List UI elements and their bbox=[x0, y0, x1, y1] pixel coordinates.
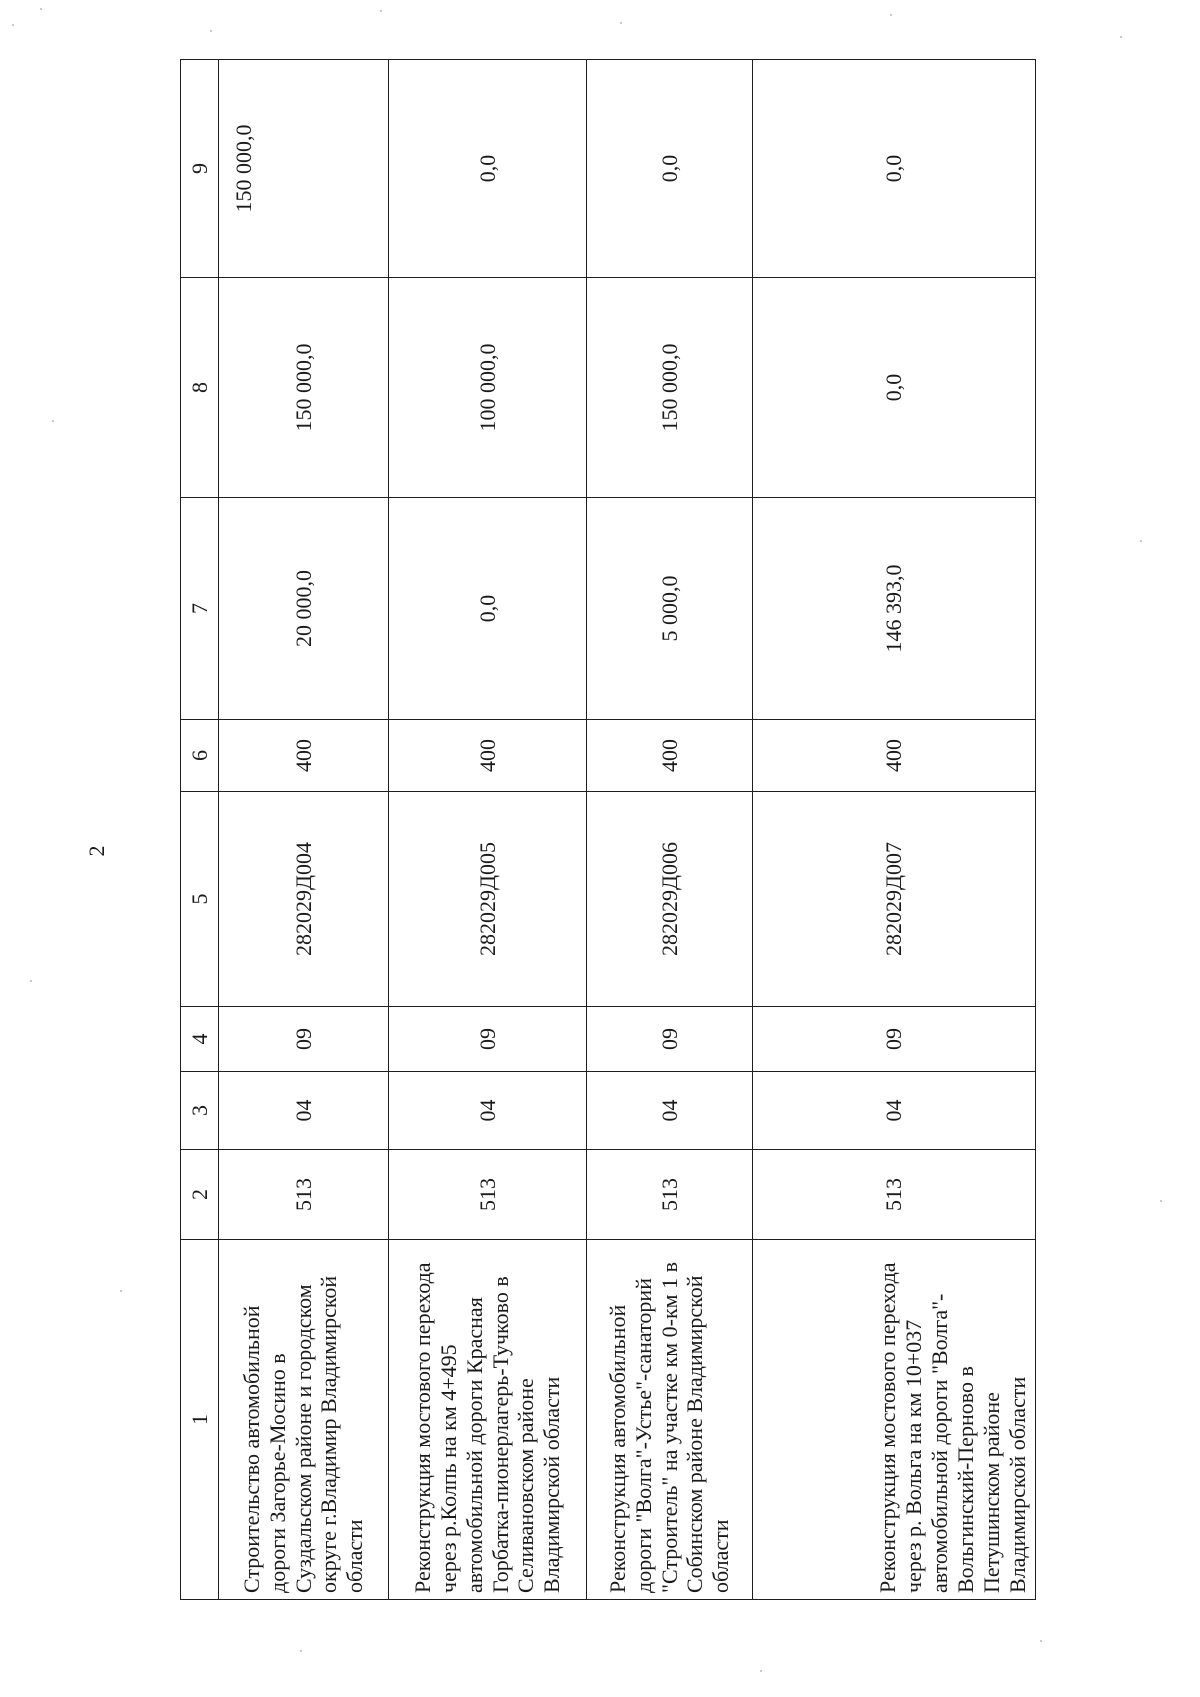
amount-cell-col7: 20 000,0 bbox=[219, 498, 389, 720]
rotated-table-wrapper bbox=[180, 60, 1035, 1600]
code-cell: 513 bbox=[753, 1150, 1036, 1240]
section-cell: 04 bbox=[587, 1072, 753, 1150]
page-number: 2 bbox=[84, 845, 109, 857]
target-article-cell: 282029Д004 bbox=[219, 792, 389, 1007]
scan-speck bbox=[1040, 1640, 1042, 1642]
amount-cell-col8: 0,0 bbox=[753, 278, 1036, 498]
section-cell: 04 bbox=[389, 1072, 587, 1150]
target-article-cell: 282029Д006 bbox=[587, 792, 753, 1007]
amount-cell-col9: 150 000,0 bbox=[219, 60, 389, 278]
amount-cell-col9: 0,0 bbox=[587, 60, 753, 278]
scan-speck bbox=[620, 22, 622, 24]
target-article-cell: 282029Д005 bbox=[389, 792, 587, 1007]
scan-speck bbox=[890, 14, 892, 16]
amount-cell-col7: 146 393,0 bbox=[753, 498, 1036, 720]
amount-cell-col7: 0,0 bbox=[389, 498, 587, 720]
table-row bbox=[587, 60, 753, 1600]
scan-speck bbox=[760, 1670, 762, 1672]
object-name-line: Горбатка-пионерлагерь-Тучково в bbox=[487, 1276, 513, 1593]
object-name-cell bbox=[219, 1240, 389, 1600]
amount-cell-col8: 150 000,0 bbox=[219, 278, 389, 498]
object-name-cell bbox=[753, 1240, 1036, 1600]
expense-type-cell: 400 bbox=[587, 720, 753, 792]
table-row bbox=[219, 60, 389, 1600]
section-cell: 04 bbox=[753, 1072, 1036, 1150]
scan-speck bbox=[300, 1650, 302, 1652]
amount-cell-col9: 0,0 bbox=[389, 60, 587, 278]
table-row bbox=[389, 60, 587, 1600]
code-cell: 513 bbox=[389, 1150, 587, 1240]
object-name-line: Владимирской области bbox=[539, 1376, 565, 1593]
code-cell: 513 bbox=[219, 1150, 389, 1240]
expense-type-cell: 400 bbox=[219, 720, 389, 792]
expense-type-cell: 400 bbox=[753, 720, 1036, 792]
subsection-cell: 09 bbox=[753, 1007, 1036, 1072]
header-cell: 4 bbox=[181, 1007, 219, 1072]
object-name-line: через р.Колпь на км 4+495 bbox=[435, 1344, 461, 1593]
header-cell: 7 bbox=[181, 498, 219, 720]
budget-table bbox=[180, 59, 1036, 1600]
amount-cell-col7: 5 000,0 bbox=[587, 498, 753, 720]
object-name-line: Вольгинский-Перново в bbox=[953, 1366, 979, 1593]
object-name-line: дороги "Волга"-Устье"-санаторий bbox=[630, 1278, 656, 1593]
object-name-cell bbox=[389, 1240, 587, 1600]
expense-type-cell: 400 bbox=[389, 720, 587, 792]
object-name-cell bbox=[587, 1240, 753, 1600]
object-name-line: через р. Вольга на км 10+037 bbox=[901, 1319, 927, 1593]
object-name-line: Строительство автомобильной bbox=[238, 1305, 264, 1593]
amount-cell-col8: 100 000,0 bbox=[389, 278, 587, 498]
object-name-line: Суздальском районе и городском bbox=[290, 1284, 316, 1593]
object-name-line: Реконструкция мостового перехода bbox=[875, 1262, 901, 1593]
code-cell: 513 bbox=[587, 1150, 753, 1240]
scan-speck bbox=[1120, 36, 1122, 38]
header-cell: 3 bbox=[181, 1072, 219, 1150]
scan-speck bbox=[380, 10, 382, 12]
object-name-line: области bbox=[342, 1519, 368, 1593]
scan-speck bbox=[1140, 540, 1142, 542]
table-row bbox=[753, 60, 1036, 1600]
table-header-row bbox=[181, 60, 219, 1600]
scan-speck bbox=[40, 8, 42, 10]
scan-speck bbox=[52, 420, 54, 422]
subsection-cell: 09 bbox=[389, 1007, 587, 1072]
object-name-line: автомобильной дороги "Волга"- bbox=[927, 1293, 953, 1593]
header-cell: 5 bbox=[181, 792, 219, 1007]
subsection-cell: 09 bbox=[587, 1007, 753, 1072]
object-name-line: Селивановском районе bbox=[513, 1378, 539, 1593]
header-cell: 9 bbox=[181, 60, 219, 278]
target-article-cell: 282029Д007 bbox=[753, 792, 1036, 1007]
object-name-line: области bbox=[708, 1519, 734, 1593]
scan-speck bbox=[1160, 1200, 1162, 1202]
amount-cell-col8: 150 000,0 bbox=[587, 278, 753, 498]
object-name-line: Собинском районе Владимирской bbox=[682, 1275, 708, 1593]
amount-cell-col9: 0,0 bbox=[753, 60, 1036, 278]
scan-speck bbox=[30, 980, 32, 982]
header-cell: 1 bbox=[181, 1240, 219, 1600]
object-name-line: Реконструкция автомобильной bbox=[604, 1304, 630, 1593]
object-name-line: Владимирской области bbox=[1005, 1376, 1031, 1593]
header-cell: 8 bbox=[181, 278, 219, 498]
header-cell: 6 bbox=[181, 720, 219, 792]
object-name-line: дороги Загорье-Мосино в bbox=[264, 1353, 290, 1593]
object-name-line: Реконструкция мостового перехода bbox=[409, 1262, 435, 1593]
scan-speck bbox=[12, 24, 14, 26]
object-name-line: "Строитель" на участке км 0-км 1 в bbox=[656, 1262, 682, 1593]
scan-speck bbox=[120, 1290, 122, 1292]
object-name-line: округе г.Владимир Владимирской bbox=[316, 1275, 342, 1593]
header-cell: 2 bbox=[181, 1150, 219, 1240]
scan-speck bbox=[210, 30, 212, 32]
object-name-line: автомобильной дороги Красная bbox=[461, 1297, 487, 1593]
section-cell: 04 bbox=[219, 1072, 389, 1150]
object-name-line: Петушинском районе bbox=[979, 1392, 1005, 1593]
subsection-cell: 09 bbox=[219, 1007, 389, 1072]
